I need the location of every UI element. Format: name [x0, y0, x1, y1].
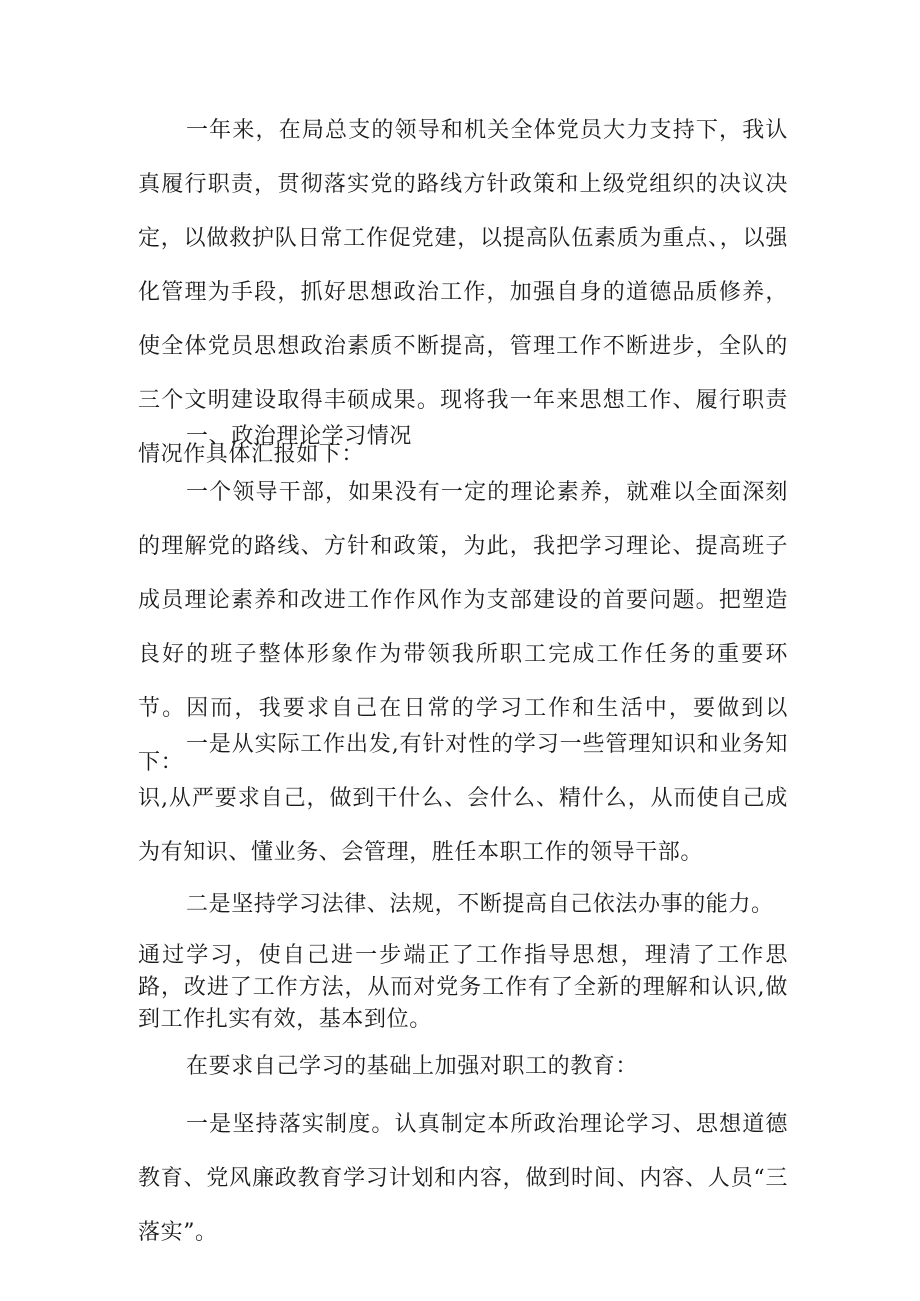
point-two-paragraph: 二是坚持学习法律、法规，不断提高自己依法办事的能力。	[186, 892, 774, 917]
section-heading-political-theory: 一、政治理论学习情况	[186, 424, 413, 449]
system-point-paragraph: 一是坚持落实制度。认真制定本所政治理论学习、思想道德教育、党风廉政教育学习计划和内容，做到时间、内容、人员“三落实”。	[138, 1112, 788, 1245]
intro-paragraph: 一年来，在局总支的领导和机关全体党员大力支持下，我认真履行职责，贯彻落实党的路线方针政策和上级党组织的决议决定，以做救护队日常工作促党建，以提高队伍素质为重点、，以强化管理为手段，抓好思想政治工作，加强自身的道德品质修养，使全体党员思想政治素质不断提高，管理工作不断进步，全队的三个文明建设取得丰硕成果。现将我一年来思想工作、履行职责情况作具体汇报如下：	[138, 118, 788, 467]
education-intro-paragraph: 在要求自己学习的基础上加强对职工的教育：	[186, 1054, 639, 1079]
through-study-paragraph: 通过学习，使自己进一步端正了工作指导思想，理清了工作思路，改进了工作方法，从而对党务工作有了全新的理解和认识,做到工作扎实有效，基本到位。	[138, 943, 788, 1032]
point-one-paragraph: 一是从实际工作出发,有针对性的学习一些管理知识和业务知识,从严要求自己，做到干什么、会什么、精什么，从而使自己成为有知识、懂业务、会管理，胜任本职工作的领导干部。	[138, 732, 788, 865]
leader-theory-paragraph: 一个领导干部，如果没有一定的理论素养，就难以全面深刻的理解党的路线、方针和政策，为此，我把学习理论、提高班子成员理论素养和改进工作作风作为支部建设的首要问题。把塑造良好的班子整体形象作为带领我所职工完成工作任务的重要环节。因而，我要求自己在日常的学习工作和生活中，要做到以下：	[138, 480, 788, 775]
